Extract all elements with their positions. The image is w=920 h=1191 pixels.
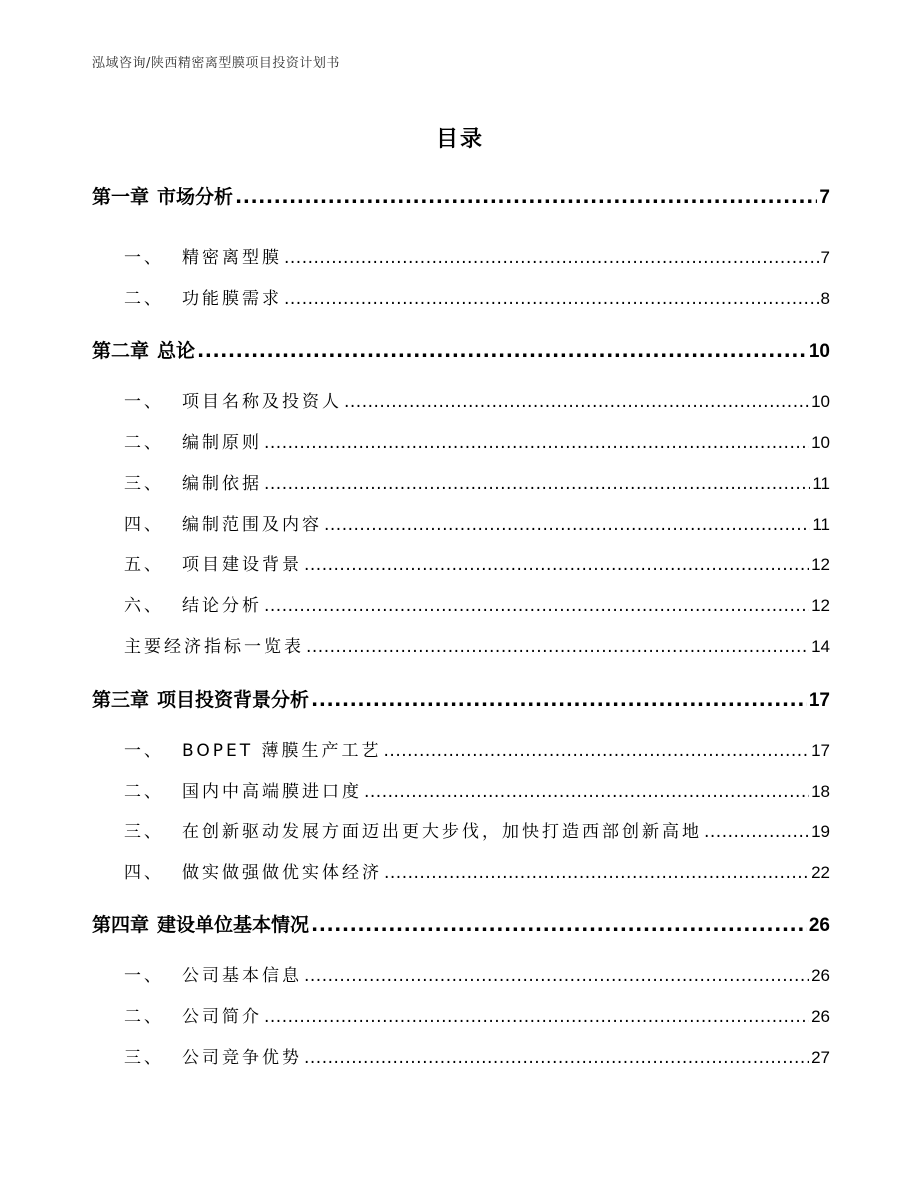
toc-page-number: 11 — [812, 515, 830, 534]
page-title: 目录 — [435, 127, 484, 152]
toc-entry-label: 公司简介 — [182, 1007, 262, 1027]
toc-entry-text — [92, 963, 302, 989]
toc-dot-leader — [311, 911, 807, 939]
toc-section-entry[interactable] — [92, 634, 830, 660]
toc-entry-text — [92, 552, 302, 578]
toc-page-number: 8 — [820, 289, 830, 308]
toc-entry-text — [92, 512, 322, 538]
toc-entry-number: 一、 — [124, 741, 164, 761]
toc-section-entry[interactable] — [92, 286, 830, 312]
toc-entry-text — [92, 819, 702, 845]
toc-entry-label: 结论分析 — [182, 596, 262, 616]
toc-section-entry[interactable] — [92, 1004, 830, 1030]
toc-section-entry[interactable] — [92, 430, 830, 456]
toc-page-number: 17 — [808, 690, 830, 711]
toc-entry-number: 六、 — [124, 596, 164, 616]
toc-page-number: 26 — [808, 915, 830, 936]
toc-dot-leader — [264, 593, 809, 619]
toc-dot-leader — [284, 245, 819, 271]
toc-chapter-entry[interactable] — [92, 337, 830, 365]
toc-entry-text — [92, 911, 309, 939]
toc-dot-leader — [704, 819, 809, 845]
toc-page-number: 26 — [811, 966, 830, 985]
toc-dot-leader — [264, 471, 810, 497]
toc-entry-text — [92, 389, 342, 415]
toc-entry-number: 三、 — [124, 822, 164, 842]
toc-dot-leader — [304, 552, 809, 578]
toc-entry-number: 二、 — [124, 289, 164, 309]
running-header: 泓域咨询/陕西精密离型膜项目投资计划书 — [92, 56, 340, 71]
toc-entry-number: 三、 — [124, 474, 164, 494]
toc-entry-text — [92, 1045, 302, 1071]
toc-page-number: 26 — [811, 1007, 830, 1026]
toc-section-entry[interactable] — [92, 389, 830, 415]
toc-entry-text — [92, 471, 262, 497]
toc-dot-leader — [284, 286, 819, 312]
toc-entry-label: 项目投资背景分析 — [157, 689, 310, 711]
toc-entry-label: 精密离型膜 — [182, 248, 282, 268]
toc-dot-leader — [304, 1045, 809, 1071]
toc-entry-text — [92, 286, 282, 312]
toc-entry-label: BOPET 薄膜生产工艺 — [182, 741, 382, 761]
toc-entry-label: 公司竞争优势 — [182, 1048, 302, 1068]
toc-section-entry[interactable] — [92, 819, 830, 845]
toc-dot-leader — [235, 183, 817, 211]
toc-dot-leader — [306, 634, 809, 660]
toc-page-number: 19 — [811, 822, 830, 841]
toc-entry-label: 项目建设背景 — [182, 555, 302, 575]
toc-dot-leader — [324, 512, 810, 538]
toc-page-number: 14 — [811, 637, 830, 656]
toc-entry-text — [92, 1004, 262, 1030]
toc-page-number: 12 — [811, 555, 830, 574]
toc-page-number: 10 — [808, 341, 830, 362]
toc-dot-leader — [384, 738, 810, 764]
toc-chapter-entry[interactable] — [92, 686, 830, 714]
toc-section-entry[interactable] — [92, 593, 830, 619]
toc-entry-label: 在创新驱动发展方面迈出更大步伐，加快打造西部创新高地 — [182, 822, 702, 842]
toc-dot-leader — [264, 1004, 809, 1030]
toc-dot-leader — [364, 779, 809, 805]
toc-entry-number: 二、 — [124, 1007, 164, 1027]
toc-dot-leader — [197, 337, 807, 365]
toc-page-number: 12 — [811, 596, 830, 615]
toc-entry-text — [92, 430, 262, 456]
toc-entry-number: 第三章 — [92, 689, 150, 711]
toc-entry-number: 二、 — [124, 433, 164, 453]
toc-page-number: 10 — [811, 433, 830, 452]
toc-section-entry[interactable] — [92, 552, 830, 578]
toc-entry-label: 总论 — [157, 340, 196, 362]
toc-entry-number: 四、 — [124, 515, 164, 535]
toc-section-entry[interactable] — [92, 738, 830, 764]
toc-section-entry[interactable] — [92, 860, 830, 886]
toc-entry-label: 国内中高端膜进口度 — [182, 782, 362, 802]
toc-page-number: 7 — [819, 187, 830, 208]
toc-entry-number: 五、 — [124, 555, 164, 575]
toc-entry-label: 编制依据 — [182, 474, 262, 494]
toc-entry-number: 一、 — [124, 966, 164, 986]
toc-entry-text — [92, 860, 382, 886]
toc-page-number: 11 — [812, 474, 830, 493]
toc-section-entry[interactable] — [92, 1045, 830, 1071]
toc-entry-text — [92, 337, 195, 365]
toc-entry-label: 编制范围及内容 — [182, 515, 322, 535]
toc-dot-leader — [311, 686, 807, 714]
toc-entry-text — [92, 245, 282, 271]
toc-page-number: 27 — [811, 1048, 830, 1067]
toc-entry-number: 一、 — [124, 392, 164, 412]
toc-entry-label: 市场分析 — [157, 186, 234, 208]
toc-entry-text — [92, 686, 309, 714]
toc-dot-leader — [304, 963, 809, 989]
toc-entry-text — [92, 738, 382, 764]
toc-entry-text — [92, 183, 233, 211]
toc-entry-label: 公司基本信息 — [182, 966, 302, 986]
toc-entry-number: 第一章 — [92, 186, 150, 208]
toc-entry-label: 项目名称及投资人 — [182, 392, 342, 412]
toc-entry-number: 第四章 — [92, 914, 150, 936]
toc-entry-label: 建设单位基本情况 — [157, 914, 310, 936]
toc-section-entry[interactable] — [92, 512, 830, 538]
toc-entry-number: 一、 — [124, 248, 164, 268]
toc-entry-text — [92, 593, 262, 619]
toc-entry-number: 二、 — [124, 782, 164, 802]
toc-page-number: 22 — [811, 863, 830, 882]
toc-dot-leader — [384, 860, 809, 886]
toc-entry-number: 第二章 — [92, 340, 150, 362]
table-of-contents — [92, 0, 830, 1191]
toc-dot-leader — [264, 430, 809, 456]
toc-entry-label: 做实做强做优实体经济 — [182, 863, 382, 883]
toc-page-number: 18 — [811, 782, 830, 801]
toc-page-number: 7 — [820, 248, 830, 267]
toc-entry-text — [92, 634, 304, 660]
toc-entry-number: 四、 — [124, 863, 164, 883]
toc-section-entry[interactable] — [92, 471, 830, 497]
toc-section-entry[interactable] — [92, 779, 830, 805]
toc-chapter-entry[interactable] — [92, 183, 830, 211]
toc-chapter-entry[interactable] — [92, 911, 830, 939]
toc-entry-label: 主要经济指标一览表 — [124, 637, 304, 657]
toc-entry-text — [92, 779, 362, 805]
toc-dot-leader — [344, 389, 809, 415]
toc-entry-label: 功能膜需求 — [182, 289, 282, 309]
toc-entry-number: 三、 — [124, 1048, 164, 1068]
toc-entry-label: 编制原则 — [182, 433, 262, 453]
toc-section-entry[interactable] — [92, 963, 830, 989]
toc-section-entry[interactable] — [92, 245, 830, 271]
toc-page-number: 17 — [811, 741, 830, 760]
toc-page-number: 10 — [811, 392, 830, 411]
